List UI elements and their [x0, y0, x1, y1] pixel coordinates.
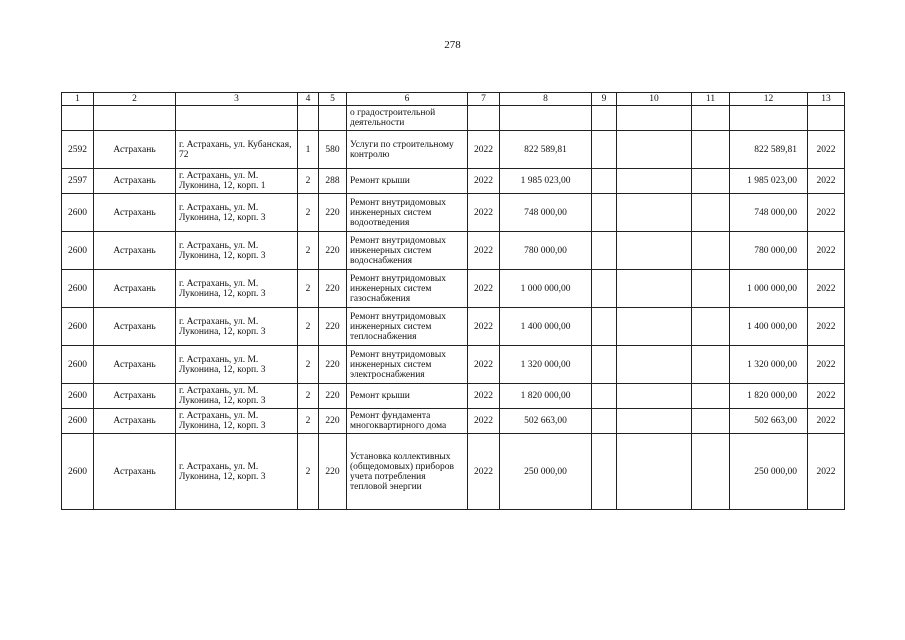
cell-col-10 — [617, 232, 692, 270]
cell-col-13: 2022 — [808, 169, 845, 194]
cell-col-7: 2022 — [468, 169, 500, 194]
cell-col-9 — [592, 434, 617, 510]
cell-col-13 — [808, 106, 845, 131]
cell-col-12: 1 985 023,00 — [730, 169, 808, 194]
cell-col-1: 2600 — [62, 194, 94, 232]
column-number: 6 — [347, 93, 468, 106]
cell-col-3: г. Астрахань, ул. М. Луконина, 12, корп. 3 — [176, 270, 298, 308]
cell-col-11 — [692, 169, 730, 194]
cell-col-3: г. Астрахань, ул. М. Луконина, 12, корп. 3 — [176, 232, 298, 270]
cell-col-6: Ремонт внутридомовых инженерных систем водоснабжения — [347, 232, 468, 270]
cell-col-12: 1 320 000,00 — [730, 346, 808, 384]
cell-col-5: 220 — [319, 270, 347, 308]
cell-col-2 — [94, 106, 176, 131]
cell-col-10 — [617, 384, 692, 409]
cell-col-10 — [617, 434, 692, 510]
column-number: 10 — [617, 93, 692, 106]
cell-col-4: 2 — [298, 346, 319, 384]
cell-col-1 — [62, 106, 94, 131]
cell-col-9 — [592, 106, 617, 131]
column-number: 9 — [592, 93, 617, 106]
cell-col-12 — [730, 106, 808, 131]
cell-col-8: 1 320 000,00 — [500, 346, 592, 384]
cell-col-6: Установка коллективных (общедомовых) приборов учета потребления тепловой энергии — [347, 434, 468, 510]
cell-col-3: г. Астрахань, ул. М. Луконина, 12, корп. 1 — [176, 169, 298, 194]
cell-col-3: г. Астрахань, ул. М. Луконина, 12, корп. 3 — [176, 384, 298, 409]
cell-col-6: о градостроительной деятельности — [347, 106, 468, 131]
cell-col-13: 2022 — [808, 384, 845, 409]
cell-col-1: 2600 — [62, 232, 94, 270]
cell-col-11 — [692, 270, 730, 308]
cell-col-10 — [617, 346, 692, 384]
cell-col-5: 288 — [319, 169, 347, 194]
cell-col-9 — [592, 346, 617, 384]
cell-col-11 — [692, 232, 730, 270]
cell-col-11 — [692, 194, 730, 232]
cell-col-9 — [592, 308, 617, 346]
cell-col-2: Астрахань — [94, 232, 176, 270]
column-number: 2 — [94, 93, 176, 106]
table-row — [62, 384, 845, 409]
cell-col-1: 2597 — [62, 169, 94, 194]
cell-col-6: Услуги по строительному контролю — [347, 131, 468, 169]
cell-col-5: 220 — [319, 346, 347, 384]
cell-col-2: Астрахань — [94, 384, 176, 409]
cell-col-11 — [692, 384, 730, 409]
cell-col-6: Ремонт крыши — [347, 169, 468, 194]
cell-col-8: 1 985 023,00 — [500, 169, 592, 194]
cell-col-12: 1 000 000,00 — [730, 270, 808, 308]
column-number: 4 — [298, 93, 319, 106]
cell-col-9 — [592, 131, 617, 169]
cell-col-2: Астрахань — [94, 131, 176, 169]
cell-col-10 — [617, 194, 692, 232]
cell-col-8: 250 000,00 — [500, 434, 592, 510]
cell-col-13: 2022 — [808, 270, 845, 308]
column-number: 12 — [730, 93, 808, 106]
table-row — [62, 131, 845, 169]
table-row — [62, 106, 845, 131]
cell-col-7: 2022 — [468, 409, 500, 434]
cell-col-7: 2022 — [468, 384, 500, 409]
cell-col-4: 2 — [298, 409, 319, 434]
cell-col-12: 780 000,00 — [730, 232, 808, 270]
cell-col-2: Астрахань — [94, 409, 176, 434]
page-number: 278 — [444, 39, 461, 51]
cell-col-11 — [692, 409, 730, 434]
column-number: 3 — [176, 93, 298, 106]
cell-col-5: 220 — [319, 232, 347, 270]
cell-col-5: 220 — [319, 308, 347, 346]
cell-col-9 — [592, 384, 617, 409]
table-row — [62, 409, 845, 434]
cell-col-13: 2022 — [808, 434, 845, 510]
cell-col-3: г. Астрахань, ул. М. Луконина, 12, корп. 3 — [176, 308, 298, 346]
table-row — [62, 308, 845, 346]
cell-col-7: 2022 — [468, 434, 500, 510]
cell-col-6: Ремонт внутридомовых инженерных систем водоотведения — [347, 194, 468, 232]
column-number: 1 — [62, 93, 94, 106]
table-row — [62, 169, 845, 194]
cell-col-8: 1 400 000,00 — [500, 308, 592, 346]
cell-col-5: 220 — [319, 384, 347, 409]
cell-col-1: 2600 — [62, 270, 94, 308]
cell-col-6: Ремонт фундамента многоквартирного дома — [347, 409, 468, 434]
cell-col-13: 2022 — [808, 346, 845, 384]
cell-col-11 — [692, 308, 730, 346]
cell-col-4: 2 — [298, 270, 319, 308]
cell-col-9 — [592, 232, 617, 270]
cell-col-1: 2600 — [62, 434, 94, 510]
cell-col-7: 2022 — [468, 131, 500, 169]
cell-col-8: 502 663,00 — [500, 409, 592, 434]
cell-col-1: 2600 — [62, 384, 94, 409]
cell-col-2: Астрахань — [94, 169, 176, 194]
cell-col-7: 2022 — [468, 232, 500, 270]
cell-col-1: 2600 — [62, 308, 94, 346]
cell-col-12: 822 589,81 — [730, 131, 808, 169]
cell-col-6: Ремонт внутридомовых инженерных систем теплоснабжения — [347, 308, 468, 346]
column-number: 13 — [808, 93, 845, 106]
cell-col-7: 2022 — [468, 194, 500, 232]
cell-col-12: 250 000,00 — [730, 434, 808, 510]
cell-col-13: 2022 — [808, 232, 845, 270]
cell-col-12: 1 820 000,00 — [730, 384, 808, 409]
cell-col-10 — [617, 131, 692, 169]
cell-col-3: г. Астрахань, ул. М. Луконина, 12, корп. 3 — [176, 194, 298, 232]
cell-col-2: Астрахань — [94, 346, 176, 384]
cell-col-2: Астрахань — [94, 308, 176, 346]
column-number: 5 — [319, 93, 347, 106]
cell-col-4: 2 — [298, 384, 319, 409]
cell-col-4: 2 — [298, 169, 319, 194]
cell-col-13: 2022 — [808, 308, 845, 346]
column-number-row — [62, 93, 845, 106]
cell-col-8: 780 000,00 — [500, 232, 592, 270]
cell-col-12: 502 663,00 — [730, 409, 808, 434]
cell-col-4: 2 — [298, 194, 319, 232]
cell-col-11 — [692, 106, 730, 131]
cell-col-13: 2022 — [808, 194, 845, 232]
column-number: 7 — [468, 93, 500, 106]
cell-col-12: 1 400 000,00 — [730, 308, 808, 346]
cell-col-1: 2600 — [62, 346, 94, 384]
cell-col-7: 2022 — [468, 346, 500, 384]
cell-col-9 — [592, 194, 617, 232]
cell-col-11 — [692, 434, 730, 510]
cell-col-10 — [617, 409, 692, 434]
cell-col-3: г. Астрахань, ул. Кубанская, 72 — [176, 131, 298, 169]
cell-col-4: 2 — [298, 232, 319, 270]
cell-col-10 — [617, 106, 692, 131]
cell-col-2: Астрахань — [94, 434, 176, 510]
cell-col-7: 2022 — [468, 270, 500, 308]
cell-col-1: 2600 — [62, 409, 94, 434]
cell-col-5 — [319, 106, 347, 131]
cell-col-5: 220 — [319, 434, 347, 510]
table-row — [62, 194, 845, 232]
cell-col-11 — [692, 346, 730, 384]
table-row — [62, 346, 845, 384]
cell-col-3: г. Астрахань, ул. М. Луконина, 12, корп. 3 — [176, 409, 298, 434]
cell-col-11 — [692, 131, 730, 169]
cell-col-8: 1 000 000,00 — [500, 270, 592, 308]
cell-col-12: 748 000,00 — [730, 194, 808, 232]
cell-col-10 — [617, 169, 692, 194]
cell-col-2: Астрахань — [94, 194, 176, 232]
cell-col-4: 1 — [298, 131, 319, 169]
cell-col-13: 2022 — [808, 131, 845, 169]
cell-col-6: Ремонт внутридомовых инженерных систем электроснабжения — [347, 346, 468, 384]
register-table — [61, 92, 845, 510]
cell-col-4 — [298, 106, 319, 131]
cell-col-13: 2022 — [808, 409, 845, 434]
cell-col-8: 1 820 000,00 — [500, 384, 592, 409]
table-body — [62, 93, 845, 510]
cell-col-5: 220 — [319, 194, 347, 232]
cell-col-3: г. Астрахань, ул. М. Луконина, 12, корп. 3 — [176, 434, 298, 510]
cell-col-1: 2592 — [62, 131, 94, 169]
table-row — [62, 270, 845, 308]
cell-col-8 — [500, 106, 592, 131]
column-number: 11 — [692, 93, 730, 106]
cell-col-10 — [617, 308, 692, 346]
cell-col-9 — [592, 169, 617, 194]
column-number: 8 — [500, 93, 592, 106]
table-row — [62, 232, 845, 270]
cell-col-6: Ремонт крыши — [347, 384, 468, 409]
cell-col-4: 2 — [298, 434, 319, 510]
cell-col-9 — [592, 409, 617, 434]
cell-col-10 — [617, 270, 692, 308]
cell-col-6: Ремонт внутридомовых инженерных систем газоснабжения — [347, 270, 468, 308]
cell-col-8: 748 000,00 — [500, 194, 592, 232]
table-row — [62, 434, 845, 510]
cell-col-2: Астрахань — [94, 270, 176, 308]
cell-col-7 — [468, 106, 500, 131]
cell-col-5: 220 — [319, 409, 347, 434]
cell-col-8: 822 589,81 — [500, 131, 592, 169]
cell-col-3 — [176, 106, 298, 131]
cell-col-5: 580 — [319, 131, 347, 169]
cell-col-4: 2 — [298, 308, 319, 346]
cell-col-9 — [592, 270, 617, 308]
cell-col-7: 2022 — [468, 308, 500, 346]
cell-col-3: г. Астрахань, ул. М. Луконина, 12, корп. 3 — [176, 346, 298, 384]
